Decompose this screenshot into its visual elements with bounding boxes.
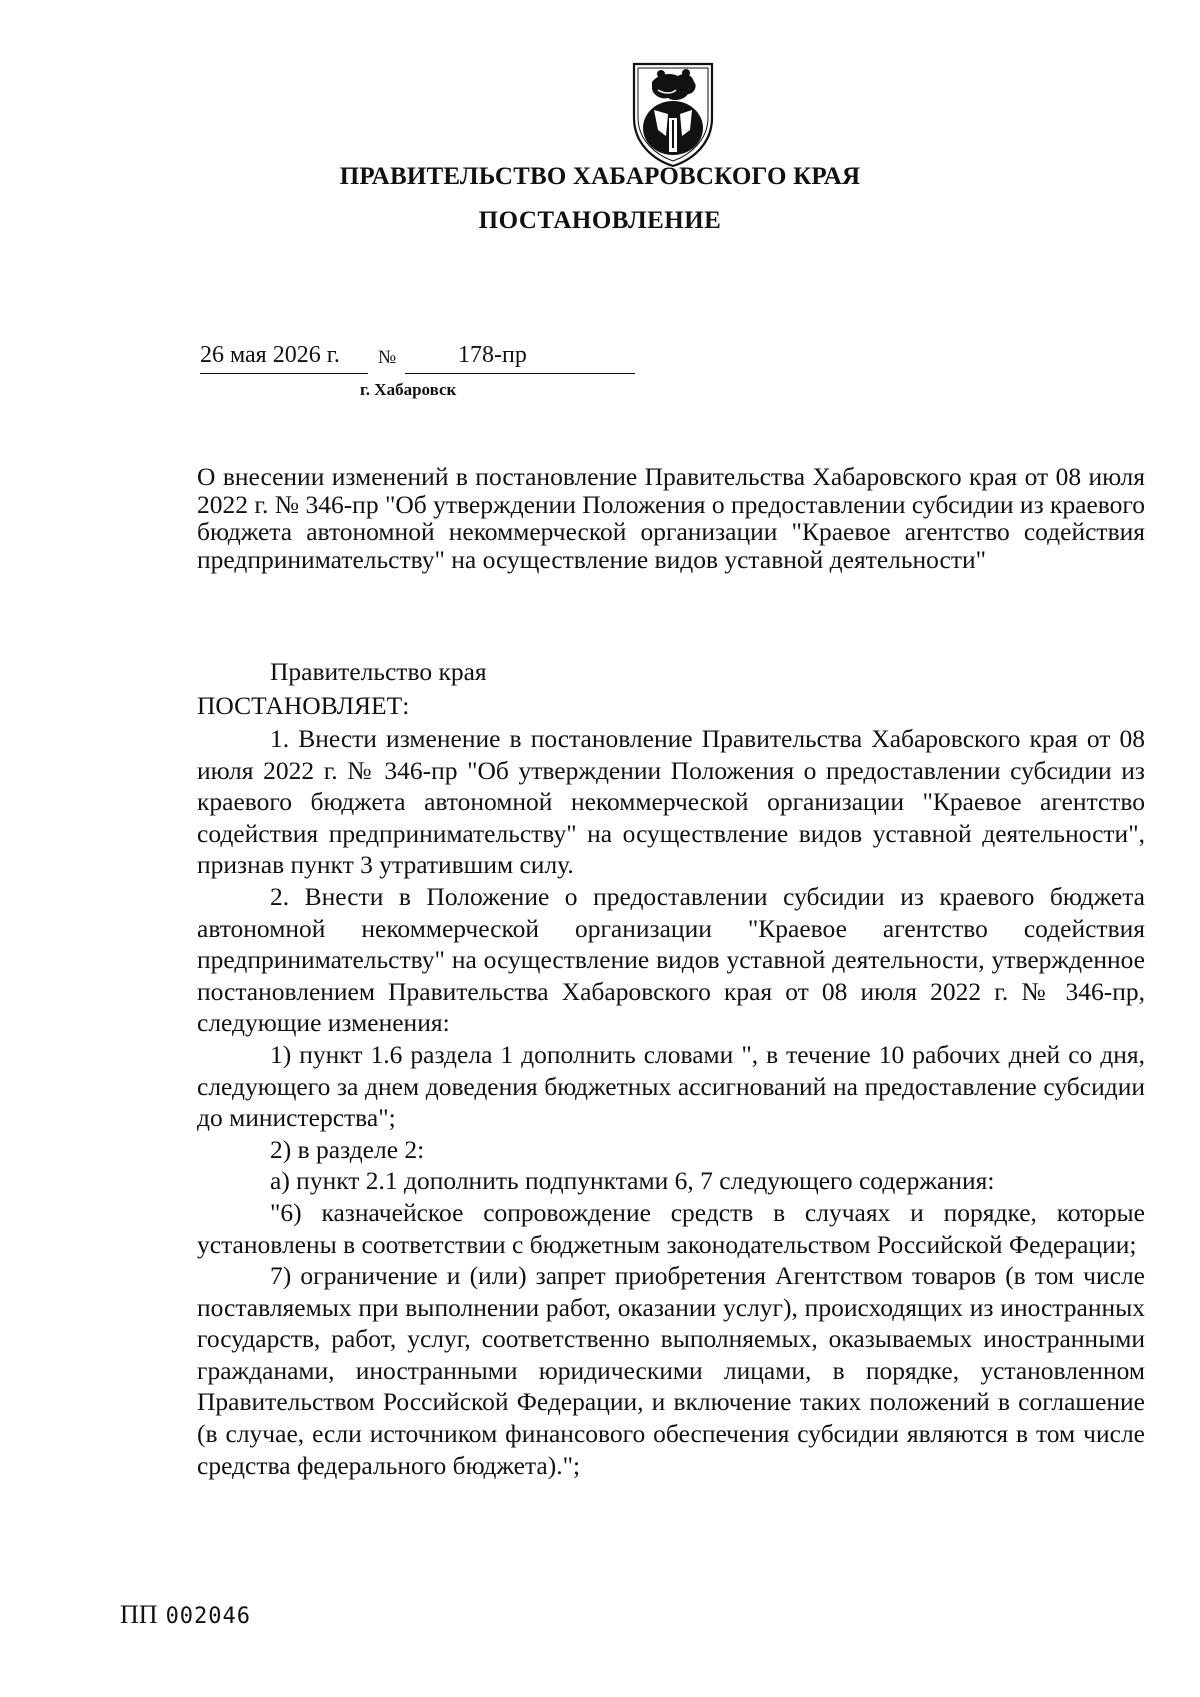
paragraph: 1) пункт 1.6 раздела 1 дополнить словами ", в течение 10 рабочих дней со дня, следующего за днем доведения бюджетных ассигнований на предоставление субсидии до министерства"; [197, 1039, 1145, 1133]
paragraph: 1. Внести изменение в постановление Правительства Хабаровского края от 08 июля 2022 г. № 346-пр "Об утверждении Положения о предоставлении субсидии из краевого бюджета автономной некоммерческой организации "Краевое агентство содействия предпринимательству" на осуществление видов уставной деятельности", признав пункт 3 утратившим силу. [197, 724, 1145, 880]
decree-word: ПОСТАНОВЛЯЕТ: [197, 691, 410, 720]
paragraph: 7) ограничение и (или) запрет приобретения Агентством товаров (в том числе поставляемых при выполнении работ, оказании услуг), происходящих из иностранных государств, работ, услуг, соответственно выполняемых, оказываемых иностранными гражданами, иностранными юридическими лицами, в порядке, установленном Правительством Российской Федерации, и включение таких положений в соглашение (в случае, если источником финансового обеспечения субсидии являются в том числе средства федерального бюджета)."; [197, 1261, 1145, 1480]
document-number: 178-пр [458, 342, 527, 368]
form-code-prefix: ПП [120, 1600, 158, 1629]
date-number-line [200, 342, 640, 376]
document-city: г. Хабаровск [360, 380, 457, 399]
number-underline [405, 373, 635, 374]
date-underline [200, 373, 368, 374]
document-date: 26 мая 2026 г. [200, 342, 340, 368]
paragraph: 2. Внести в Положение о предоставлении субсидии из краевого бюджета автономной некоммерческой организации "Краевое агентство содействия предпринимательству" на осуществление видов уставной деятельности, утвержденное постановлением Правительства Хабаровского края от 08 июля 2022 г. № 346-пр, следующие изменения: [197, 881, 1145, 1038]
paragraph: "6) казначейское сопровождение средств в случаях и порядке, которые установлены в соответствии с бюджетным законодательством Российской Федерации; [197, 1197, 1145, 1259]
form-code [120, 1600, 251, 1630]
document-type: ПОСТАНОВЛЕНИЕ [478, 207, 722, 234]
coat-of-arms-icon [628, 60, 718, 168]
number-sign: № [378, 347, 397, 368]
document-subject: О внесении изменений в постановление Правительства Хабаровского края от 08 июля 2022 г. № 346-пр "Об утверждении Положения о предоставлении субсидии из краевого бюджета автономной некоммерческой организации "Краевое агентство содействия предпринимательству" на осуществление видов уставной деятельности" [197, 462, 1145, 574]
paragraph: 2) в разделе 2: [270, 1134, 425, 1164]
government-name: ПРАВИТЕЛЬСТВО ХАБАРОВСКОГО КРАЯ [339, 163, 861, 190]
preamble: Правительство края [270, 657, 487, 686]
form-code-serial: 002046 [165, 1604, 252, 1629]
document-body [197, 723, 1145, 1481]
paragraph: а) пункт 2.1 дополнить подпунктами 6, 7 следующего содержания: [270, 1166, 995, 1196]
